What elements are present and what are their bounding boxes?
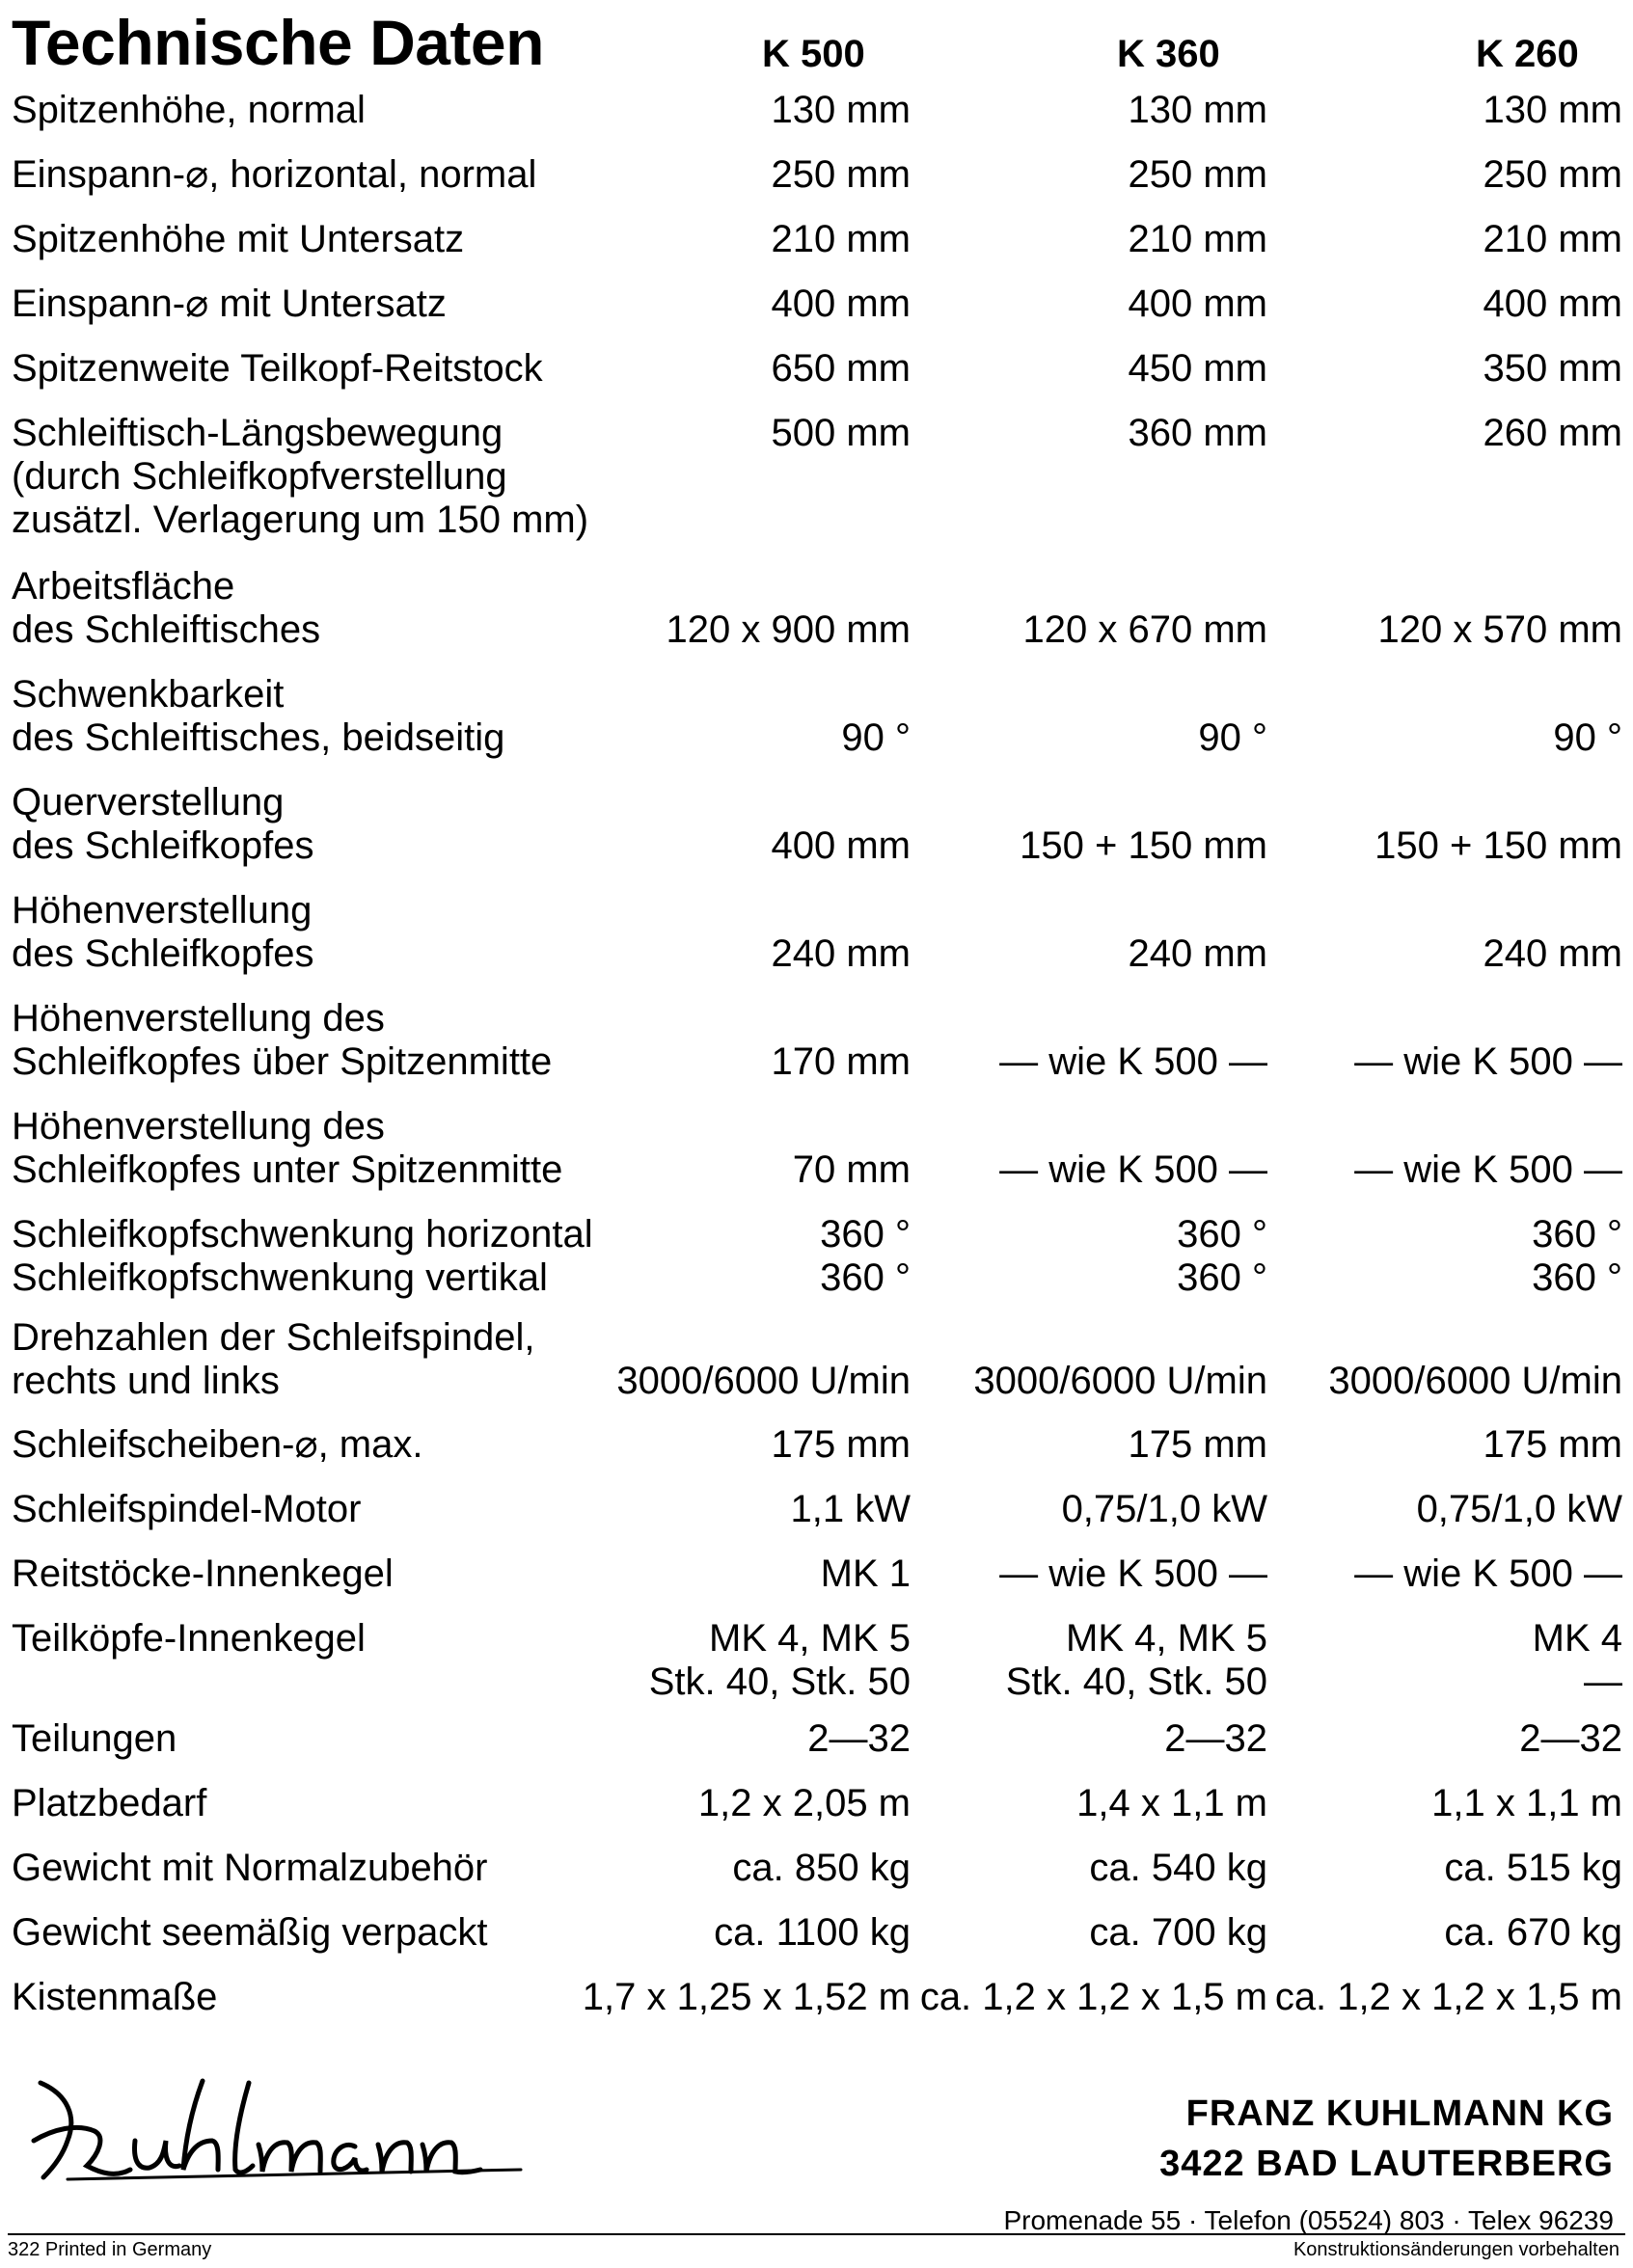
spec-row: [12, 1488, 1622, 1552]
spec-value-line: ca. 515 kg: [1444, 1847, 1622, 1889]
spec-label-line: Spitzenweite Teilkopf-Reitstock: [12, 347, 543, 390]
spec-label: [12, 673, 687, 760]
spec-value-line: ca. 1100 kg: [714, 1911, 911, 1954]
spec-value-line: 3000/6000 U/min: [616, 1360, 911, 1402]
spec-row: [12, 218, 1622, 283]
spec-value-line: 2—32: [1164, 1717, 1267, 1760]
spec-value-line: 350 mm: [1483, 347, 1622, 390]
spec-value-col2: [999, 1040, 1267, 1084]
spec-value-line: 400 mm: [1483, 283, 1622, 325]
spec-value-line: 400 mm: [1128, 283, 1267, 325]
spec-label: [12, 153, 687, 197]
spec-label-line: rechts und links: [12, 1360, 280, 1402]
spec-row: [12, 1105, 1622, 1213]
spec-label: [12, 1316, 687, 1403]
spec-value-col1: [821, 1552, 911, 1596]
spec-value-line: ca. 1,2 x 1,2 x 1,5 m: [1274, 1976, 1622, 2018]
spec-label-line: des Schleiftisches, beidseitig: [12, 716, 505, 759]
spec-value-line: MK 1: [820, 1552, 911, 1595]
spec-value-line: 240 mm: [1128, 932, 1267, 975]
company-address-block: [1003, 2089, 1614, 2241]
spec-label-line: Querverstellung: [12, 781, 285, 824]
spec-value-col2: [1062, 1488, 1267, 1531]
spec-value-line: 90 °: [1198, 716, 1267, 759]
spec-row: [12, 1552, 1622, 1617]
spec-value-line: — wie K 500 —: [999, 1040, 1267, 1083]
spec-label-line: Schleifkopfschwenkung vertikal: [12, 1256, 548, 1299]
spec-value-col2: [1129, 283, 1268, 326]
spec-value-col3: [1483, 218, 1623, 261]
spec-row: [12, 1256, 1622, 1316]
spec-label-line: Gewicht seemäßig verpackt: [12, 1911, 488, 1954]
spec-value-col1: [667, 608, 911, 652]
spec-value-line: — wie K 500 —: [1354, 1552, 1622, 1595]
spec-value-col3: [1444, 1847, 1622, 1890]
spec-value-line: 1,2 x 2,05 m: [697, 1782, 911, 1824]
spec-value-col3: [1532, 1213, 1622, 1256]
spec-row: [12, 153, 1622, 218]
spec-value-line: 170 mm: [771, 1040, 911, 1083]
spec-value-col1: [807, 1717, 911, 1761]
spec-value-col2: [1177, 1256, 1267, 1300]
spec-label: [12, 1717, 687, 1761]
spec-label-line: Schleifscheiben-⌀, max.: [12, 1423, 423, 1466]
spec-value-line: MK 4, MK 5: [1066, 1617, 1267, 1660]
spec-label-line: (durch Schleifkopfverstellung: [12, 455, 507, 498]
spec-label: [12, 1782, 687, 1825]
spec-value-line: —: [1584, 1660, 1622, 1703]
spec-value-col3: [1374, 824, 1622, 868]
spec-label-line: Schleiftisch-Längsbewegung: [12, 412, 504, 454]
spec-value-col2: [999, 1148, 1267, 1192]
spec-row: [12, 781, 1622, 889]
spec-row: [12, 1911, 1622, 1976]
spec-label-line: Teilungen: [12, 1717, 177, 1760]
spec-value-col1: [772, 283, 912, 326]
spec-value-col1: [698, 1782, 911, 1825]
spec-value-col1: [583, 1976, 911, 2019]
company-contact: Promenade 55 · Telefon (05524) 803 · Telex 96239: [1003, 2205, 1614, 2235]
spec-label-line: des Schleifkopfes: [12, 932, 314, 975]
spec-label-line: Einspann-⌀ mit Untersatz: [12, 283, 447, 325]
column-header-k360: K 360: [1117, 33, 1220, 75]
spec-value-col3: [1354, 1148, 1622, 1192]
spec-value-col3: [1533, 1617, 1622, 1704]
spec-value-line: MK 4: [1532, 1617, 1622, 1660]
spec-value-line: 0,75/1,0 kW: [1061, 1488, 1267, 1530]
spec-value-col3: [1483, 283, 1623, 326]
spec-value-col3: [1275, 1976, 1622, 2019]
spec-value-line: — wie K 500 —: [999, 1552, 1267, 1595]
spec-value-line: ca. 700 kg: [1089, 1911, 1267, 1954]
spec-value-line: 150 + 150 mm: [1020, 824, 1267, 867]
spec-row: [12, 565, 1622, 673]
spec-value-col2: [1089, 1847, 1267, 1890]
spec-value-line: 360 °: [1532, 1213, 1622, 1256]
spec-label: [12, 1213, 687, 1256]
spec-label: [12, 89, 687, 132]
change-disclaimer: Konstruktionsänderungen vorbehalten: [1293, 2239, 1619, 2260]
spec-value-col1: [793, 1148, 911, 1192]
spec-value-col2: [1020, 824, 1267, 868]
spec-value-line: 130 mm: [771, 89, 911, 131]
spec-value-col3: [1378, 608, 1622, 652]
spec-value-col2: [1129, 218, 1268, 261]
spec-value-col1: [820, 1256, 911, 1300]
spec-value-col2: [920, 1976, 1267, 2019]
spec-value-col2: [1076, 1782, 1267, 1825]
spec-value-line: 360 mm: [1128, 412, 1267, 454]
spec-value-col1: [649, 1617, 911, 1704]
spec-value-line: 90 °: [1553, 716, 1622, 759]
print-note: 322 Printed in Germany: [8, 2239, 212, 2260]
spec-value-line: 450 mm: [1128, 347, 1267, 390]
spec-value-col1: [772, 932, 912, 976]
column-header-k500: K 500: [762, 33, 865, 75]
spec-value-col1: [772, 89, 912, 132]
spec-value-col2: [1023, 608, 1267, 652]
spec-value-col3: [1354, 1040, 1622, 1084]
spec-row: [12, 1976, 1622, 2019]
footer-divider: [8, 2233, 1625, 2235]
spec-value-col1: [772, 1040, 912, 1084]
spec-value-line: 360 °: [820, 1256, 911, 1299]
spec-value-col3: [1519, 1717, 1622, 1761]
spec-value-col2: [1129, 153, 1268, 197]
company-name: FRANZ KUHLMANN KG: [1185, 2093, 1614, 2134]
spec-label: [12, 565, 687, 652]
spec-value-col3: [1444, 1911, 1622, 1955]
spec-row: [12, 1782, 1622, 1847]
spec-value-line: 1,1 x 1,1 m: [1431, 1782, 1622, 1824]
spec-label-line: Reitstöcke-Innenkegel: [12, 1552, 394, 1595]
spec-value-col3: [1483, 153, 1623, 197]
spec-value-line: MK 4, MK 5: [709, 1617, 911, 1660]
spec-label: [12, 1617, 687, 1660]
company-city: 3422 BAD LAUTERBERG: [1159, 2144, 1614, 2184]
spec-row: [12, 1617, 1622, 1717]
spec-value-line: 1,7 x 1,25 x 1,52 m: [582, 1976, 911, 2018]
spec-value-col3: [1483, 412, 1623, 455]
spec-value-line: — wie K 500 —: [999, 1148, 1267, 1191]
spec-value-line: 2—32: [807, 1717, 911, 1760]
spec-value-col3: [1417, 1488, 1622, 1531]
spec-value-line: 250 mm: [1128, 153, 1267, 196]
spec-value-col1: [772, 824, 912, 868]
spec-value-line: 175 mm: [1128, 1423, 1267, 1466]
spec-value-line: 400 mm: [771, 283, 911, 325]
spec-value-line: 175 mm: [1483, 1423, 1622, 1466]
spec-value-col1: [772, 412, 912, 455]
spec-label-line: des Schleiftisches: [12, 608, 321, 651]
spec-label-line: Schleifkopfschwenkung horizontal: [12, 1213, 593, 1256]
spec-value-line: 120 x 670 mm: [1022, 608, 1267, 651]
spec-row: [12, 283, 1622, 347]
spec-value-col2: [1129, 932, 1268, 976]
spec-label-line: Schleifspindel-Motor: [12, 1488, 362, 1530]
spec-label: [12, 1256, 687, 1300]
spec-label-line: Schwenkbarkeit: [12, 673, 285, 716]
spec-value-col3: [1483, 932, 1623, 976]
spec-value-col1: [714, 1911, 911, 1955]
spec-label-line: Gewicht mit Normalzubehör: [12, 1847, 488, 1889]
spec-row: [12, 673, 1622, 781]
spec-label: [12, 1488, 687, 1531]
spec-label-line: Schleifkopfes unter Spitzenmitte: [12, 1148, 563, 1191]
spec-value-line: 360 °: [1532, 1256, 1622, 1299]
spec-value-line: 120 x 570 mm: [1377, 608, 1622, 651]
spec-label: [12, 1105, 687, 1192]
spec-value-col2: [1129, 347, 1268, 391]
spec-row: [12, 1847, 1622, 1911]
spec-value-col2: [973, 1360, 1267, 1403]
spec-value-line: 260 mm: [1483, 412, 1622, 454]
spec-value-line: 3000/6000 U/min: [1328, 1360, 1622, 1402]
spec-row: [12, 89, 1622, 153]
spec-value-col1: [772, 1423, 912, 1467]
spec-label: [12, 781, 687, 868]
spec-label: [12, 1847, 687, 1890]
spec-value-col2: [1177, 1213, 1267, 1256]
spec-label-line: Einspann-⌀, horizontal, normal: [12, 153, 537, 196]
spec-value-col3: [1483, 89, 1623, 132]
spec-value-line: ca. 540 kg: [1089, 1847, 1267, 1889]
spec-value-col2: [1164, 1717, 1267, 1761]
spec-value-col1: [772, 218, 912, 261]
spec-value-line: 130 mm: [1128, 89, 1267, 131]
spec-value-line: ca. 850 kg: [732, 1847, 911, 1889]
spec-value-col2: [1129, 89, 1268, 132]
spec-label: [12, 1552, 687, 1596]
spec-label: [12, 997, 687, 1084]
spec-value-line: ca. 670 kg: [1444, 1911, 1622, 1954]
spec-value-line: 210 mm: [1483, 218, 1622, 260]
spec-row: [12, 412, 1622, 565]
spec-value-col3: [1431, 1782, 1622, 1825]
spec-value-line: — wie K 500 —: [1354, 1148, 1622, 1191]
spec-row: [12, 1213, 1622, 1256]
spec-row: [12, 1717, 1622, 1782]
spec-value-col1: [791, 1488, 911, 1531]
spec-value-line: 130 mm: [1483, 89, 1622, 131]
spec-value-line: 500 mm: [771, 412, 911, 454]
spec-label-line: Höhenverstellung des: [12, 997, 385, 1040]
spec-label-line: des Schleifkopfes: [12, 824, 314, 867]
spec-value-col1: [772, 153, 912, 197]
spec-value-col1: [772, 347, 912, 391]
kuhlmann-signature-logo: [10, 2073, 535, 2199]
spec-label-line: Kistenmaße: [12, 1976, 218, 2018]
spec-value-line: 250 mm: [1483, 153, 1622, 196]
spec-table: [12, 89, 1622, 2019]
spec-value-line: 175 mm: [771, 1423, 911, 1466]
spec-value-line: 2—32: [1519, 1717, 1622, 1760]
spec-row: [12, 997, 1622, 1105]
spec-value-line: 210 mm: [1128, 218, 1267, 260]
spec-value-line: 1,1 kW: [790, 1488, 911, 1530]
spec-value-line: Stk. 40, Stk. 50: [648, 1660, 911, 1703]
spec-value-line: 0,75/1,0 kW: [1416, 1488, 1622, 1530]
spec-label: [12, 412, 687, 542]
spec-value-col2: [1129, 412, 1268, 455]
spec-value-col3: [1483, 347, 1623, 391]
spec-value-line: 250 mm: [771, 153, 911, 196]
spec-label: [12, 218, 687, 261]
spec-label-line: Spitzenhöhe mit Untersatz: [12, 218, 465, 260]
spec-value-col3: [1532, 1256, 1622, 1300]
spec-label-line: Spitzenhöhe, normal: [12, 89, 366, 131]
spec-label: [12, 347, 687, 391]
spec-label-line: Schleifkopfes über Spitzenmitte: [12, 1040, 553, 1083]
spec-value-line: 120 x 900 mm: [666, 608, 911, 651]
spec-value-col2: [1006, 1617, 1267, 1704]
spec-value-line: 150 + 150 mm: [1374, 824, 1622, 867]
spec-value-line: 210 mm: [771, 218, 911, 260]
spec-label: [12, 889, 687, 976]
spec-value-line: — wie K 500 —: [1354, 1040, 1622, 1083]
spec-label-line: Arbeitsfläche: [12, 565, 235, 608]
spec-value-line: 240 mm: [771, 932, 911, 975]
spec-row: [12, 1423, 1622, 1488]
spec-value-col2: [1129, 1423, 1268, 1467]
spec-label-line: Höhenverstellung des: [12, 1105, 385, 1148]
spec-label: [12, 1911, 687, 1955]
spec-row: [12, 889, 1622, 997]
spec-value-line: 400 mm: [771, 824, 911, 867]
spec-label-line: Teilköpfe-Innenkegel: [12, 1617, 366, 1660]
spec-value-col1: [616, 1360, 911, 1403]
spec-value-col3: [1553, 716, 1622, 760]
spec-value-line: 3000/6000 U/min: [973, 1360, 1267, 1402]
spec-value-col2: [1198, 716, 1267, 760]
spec-value-line: 90 °: [841, 716, 911, 759]
spec-value-line: 360 °: [1177, 1213, 1267, 1256]
spec-value-col1: [820, 1213, 911, 1256]
spec-label-line: Platzbedarf: [12, 1782, 207, 1824]
column-header-k260: K 260: [1476, 33, 1579, 75]
spec-value-col1: [732, 1847, 911, 1890]
spec-value-line: Stk. 40, Stk. 50: [1005, 1660, 1267, 1703]
spec-row: [12, 1316, 1622, 1423]
spec-value-line: 360 °: [820, 1213, 911, 1256]
spec-value-col1: [841, 716, 911, 760]
spec-label: [12, 1423, 687, 1467]
spec-value-col2: [999, 1552, 1267, 1596]
spec-label-line: Höhenverstellung: [12, 889, 313, 932]
spec-value-line: 240 mm: [1483, 932, 1622, 975]
spec-value-line: 650 mm: [771, 347, 911, 390]
page-title: Technische Daten: [12, 7, 544, 78]
spec-label: [12, 283, 687, 326]
spec-label-line: Drehzahlen der Schleifspindel,: [12, 1316, 535, 1359]
spec-value-line: ca. 1,2 x 1,2 x 1,5 m: [919, 1976, 1267, 2018]
spec-row: [12, 347, 1622, 412]
spec-value-col3: [1328, 1360, 1622, 1403]
spec-value-col3: [1483, 1423, 1623, 1467]
spec-value-col3: [1354, 1552, 1622, 1596]
spec-label-line: zusätzl. Verlagerung um 150 mm): [12, 499, 589, 541]
spec-value-col2: [1089, 1911, 1267, 1955]
spec-value-line: 70 mm: [792, 1148, 911, 1191]
spec-value-line: 1,4 x 1,1 m: [1076, 1782, 1267, 1824]
spec-value-line: 360 °: [1177, 1256, 1267, 1299]
